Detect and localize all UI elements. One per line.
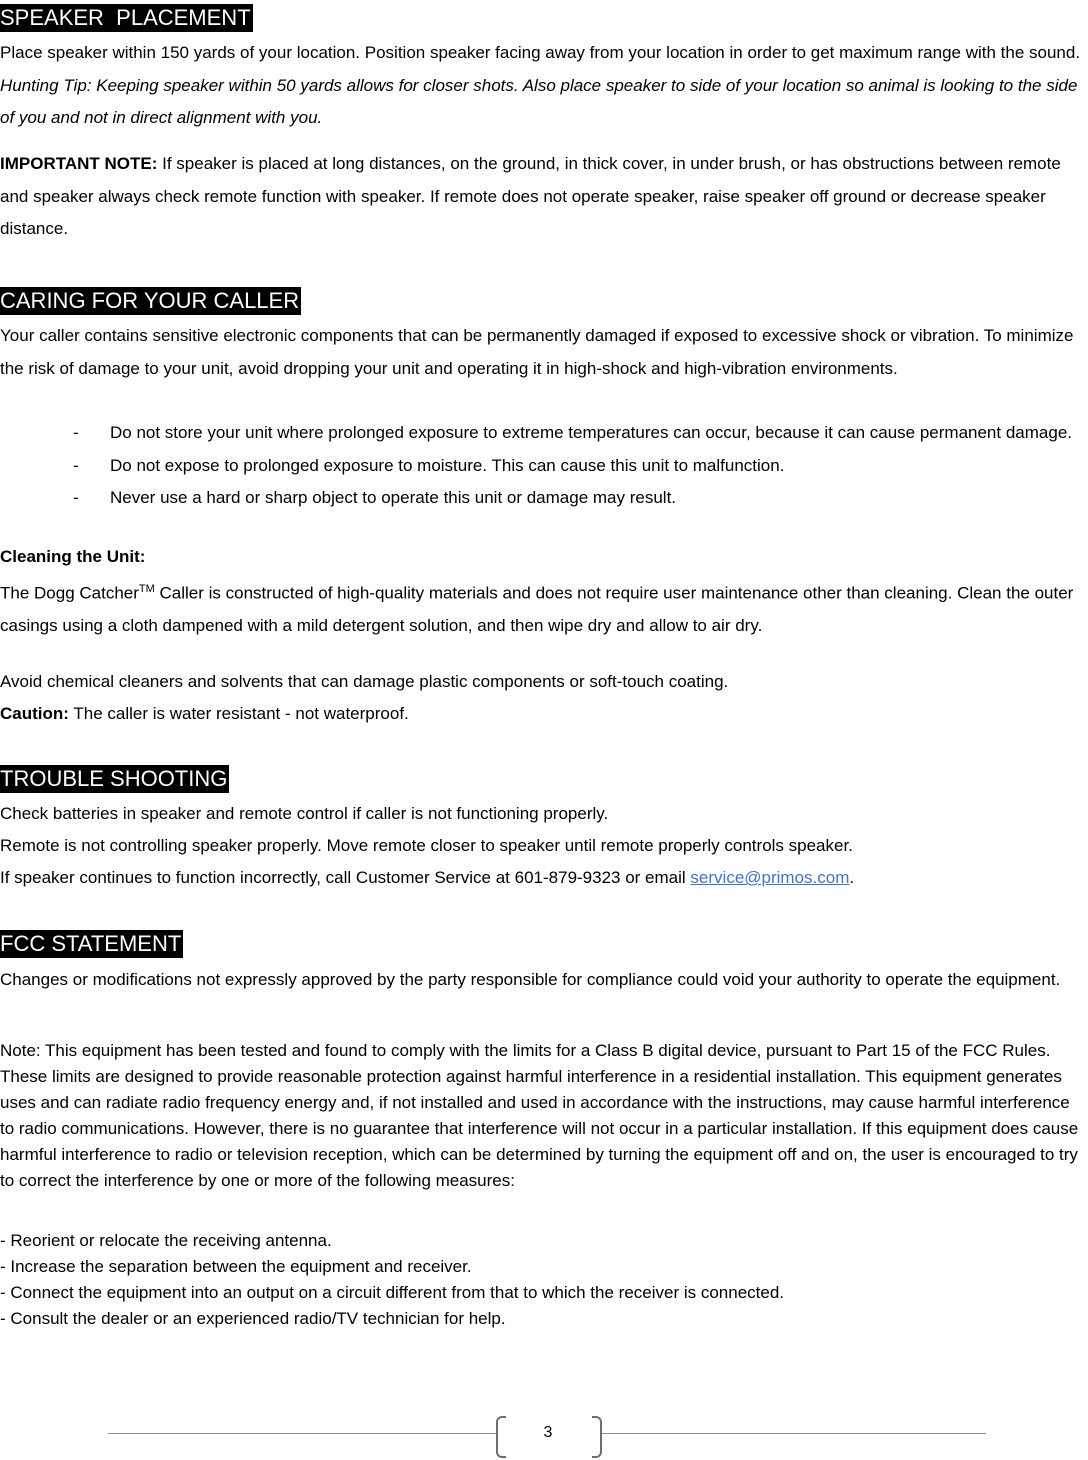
fcc-measures-list: [0, 1228, 1088, 1332]
fcc-paragraph-2: Note: This equipment has been tested and found to comply with the limits for a Class B digital device, pursuant to Part 15 of the FCC Rules. These limits are designed to provide reasonable protection against harmful interference in a residential installation. This equipment generates uses and can radiate radio frequency energy and, if not installed and used in accordance with the instructions, may cause harmful interference to radio communications. However, there is no guarantee that interference will not occur in a particular installation. If this equipment does cause harmful interference to radio or television reception, which can be determined by turning the equipment off and on, the user is encouraged to try to correct the interference by one or more of the following measures:: [0, 1041, 1079, 1190]
footer-rule-left: [108, 1433, 496, 1434]
caring-intro: Your caller contains sensitive electronic components that can be permanently damaged if exposed to excessive shock or vibration. To minimize the risk of damage to your unit, avoid dropping your unit and operating it in high-shock and high-vibration environments.: [0, 326, 1074, 378]
caring-heading: CARING FOR YOUR CALLER: [0, 288, 300, 313]
speaker-placement-paragraph: Place speaker within 150 yards of your location. Position speaker facing away from your location in order to get maximum range with the sound. Hunting Tip: Keeping speaker within 50 yards allows for closer shots. Also place speaker to side of your location so animal is looking to the side of you and not in direct alignment with you.: [0, 43, 1081, 127]
list-item: - Increase the separation between the equipment and receiver.: [0, 1257, 472, 1276]
caring-bullet-list: [0, 417, 1088, 515]
cleaning-label: Cleaning the Unit:: [0, 547, 146, 566]
important-note-label: IMPORTANT NOTE:: [0, 154, 158, 173]
trouble-line-1: Check batteries in speaker and remote control if caller is not functioning properly.: [0, 804, 609, 823]
cleaning-paragraph: The Dogg Catcher™ Caller is constructed of high-quality materials and does not require user maintenance other than cleaning. Clean the outer casings using a cloth dampened with a mild detergent solution, and then wipe dry and allow to air dry.: [0, 583, 1074, 636]
trouble-line-3: If speaker continues to function incorrectly, call Customer Service at 601-879-9323 or email service@primos.com.: [0, 868, 855, 887]
right-bracket: [592, 1416, 602, 1458]
hunting-tip: Hunting Tip: Keeping speaker within 50 yards allows for closer shots. Also place speaker to side of your location so animal is looking to the side of you and not in direct alignment with you.: [0, 75, 1078, 127]
important-note: IMPORTANT NOTE: If speaker is placed at long distances, on the ground, in thick cover, in under brush, or has obstructions between remote and speaker always check remote function with speaker. If remote does not operate speaker, raise speaker off ground or decrease speaker distance.: [0, 154, 1061, 238]
fcc-heading: FCC STATEMENT: [0, 931, 182, 956]
left-bracket: [496, 1416, 506, 1458]
trouble-line-2: Remote is not controlling speaker properly. Move remote closer to speaker until remote properly controls speaker.: [0, 836, 853, 855]
fcc-paragraph-1: Changes or modifications not expressly approved by the party responsible for compliance could void your authority to operate the equipment.: [0, 970, 1061, 989]
caution-label: Caution:: [0, 704, 69, 723]
trouble-heading: TROUBLE SHOOTING: [0, 766, 228, 791]
avoid-chemicals: Avoid chemical cleaners and solvents that can damage plastic components or soft-touch coating.: [0, 672, 729, 691]
footer-rule-right: [602, 1433, 986, 1434]
list-item: - Reorient or relocate the receiving antenna.: [0, 1231, 332, 1250]
page-number: 3: [543, 1424, 553, 1441]
trademark-symbol: TM: [138, 583, 155, 595]
service-email-link[interactable]: service@primos.com: [690, 868, 850, 887]
caution: Caution: The caller is water resistant - not waterproof.: [0, 704, 409, 723]
list-item: - Consult the dealer or an experienced radio/TV technician for help.: [0, 1309, 506, 1328]
list-item: - Connect the equipment into an output on a circuit different from that to which the receiver is connected.: [0, 1283, 785, 1302]
speaker-placement-heading: SPEAKER PLACEMENT: [0, 5, 251, 30]
list-item: - Do not store your unit where prolonged exposure to extreme temperatures can occur, because it can cause permanent damage.: [73, 423, 1072, 442]
list-item: - Do not expose to prolonged exposure to moisture. This can cause this unit to malfunction.: [73, 455, 785, 475]
page-footer: [0, 1400, 1088, 1460]
list-item: - Never use a hard or sharp object to operate this unit or damage may result.: [73, 488, 677, 507]
